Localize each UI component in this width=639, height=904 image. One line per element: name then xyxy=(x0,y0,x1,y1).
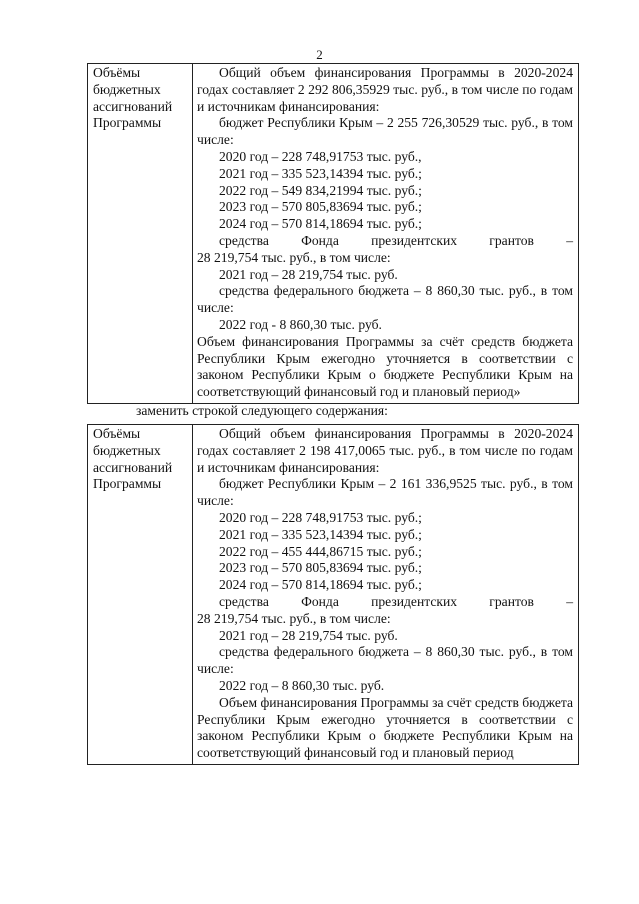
funding-intro: Общий объем финансирования Программы в 2020-2024 годах составляет 2 292 806,35929 тыс. руб., в том числе по годам и источникам финансирования: xyxy=(197,65,573,114)
row-label-line: Объёмы xyxy=(93,65,141,80)
table-row xyxy=(88,64,579,404)
grant-fund-line: средства Фонда президентских грантов – xyxy=(219,232,573,248)
federal-budget-year: 2022 год – 8 860,30 тыс. руб. xyxy=(219,677,385,693)
year-line: 2021 год – 335 523,14394 тыс. руб.; xyxy=(219,526,422,542)
year-line: 2024 год – 570 814,18694 тыс. руб.; xyxy=(219,216,422,232)
funding-table-new xyxy=(87,424,579,765)
page-number: 2 xyxy=(316,47,323,62)
row-label-line: ассигнований xyxy=(93,459,173,475)
row-content-cell xyxy=(193,64,579,404)
funding-note: Объем финансирования Программы за счёт средств бюджета Республики Крым ежегодно уточняется в соответствии с законом Республики Крым о бюджете Республики Крым на соответствующий финансовый год и плановый период xyxy=(197,694,573,761)
row-label-line: Программы xyxy=(93,476,162,492)
regional-budget-total: бюджет Республики Крым – 2 255 726,30529 тыс. руб., в том числе: xyxy=(197,115,573,148)
regional-budget-total: бюджет Республики Крым – 2 161 336,9525 тыс. руб., в том числе: xyxy=(197,476,573,509)
row-label-line: Программы xyxy=(93,115,162,131)
grant-fund-year: 2021 год – 28 219,754 тыс. руб. xyxy=(219,627,398,643)
row-content-cell xyxy=(193,425,579,765)
year-line: 2023 год – 570 805,83694 тыс. руб.; xyxy=(219,560,422,576)
funding-intro: Общий объем финансирования Программы в 2020-2024 годах составляет 2 198 417,0065 тыс. руб., в том числе по годам и источникам финансирования: xyxy=(197,426,573,475)
grant-fund-year: 2021 год – 28 219,754 тыс. руб. xyxy=(219,266,398,282)
year-line: 2024 год – 570 814,18694 тыс. руб.; xyxy=(219,577,422,593)
row-label-line: ассигнований xyxy=(93,98,173,114)
year-line: 2020 год – 228 748,91753 тыс. руб.; xyxy=(219,509,422,525)
funding-note: Объем финансирования Программы за счёт средств бюджета Республики Крым ежегодно уточняется в соответствии с законом Республики Крым о бюджете Республики Крым на соответствующий финансовый год и плановый период» xyxy=(197,333,573,400)
year-line: 2023 год – 570 805,83694 тыс. руб.; xyxy=(219,199,422,215)
row-label-line: бюджетных xyxy=(93,81,161,97)
grant-fund-total: 28 219,754 тыс. руб., в том числе: xyxy=(197,610,391,626)
row-label-line: Объёмы xyxy=(93,426,141,441)
replace-instruction: заменить строкой следующего содержания: xyxy=(136,403,388,418)
federal-budget-total: средства федерального бюджета – 8 860,30 тыс. руб., в том числе: xyxy=(197,644,573,677)
year-line: 2020 год – 228 748,91753 тыс. руб., xyxy=(219,148,422,164)
row-label-cell xyxy=(88,425,193,765)
year-line: 2022 год – 455 444,86715 тыс. руб.; xyxy=(219,543,422,559)
row-label-line: бюджетных xyxy=(93,442,161,458)
grant-fund-line: средства Фонда президентских грантов – xyxy=(219,593,573,609)
table-row xyxy=(88,425,579,765)
row-label-cell xyxy=(88,64,193,404)
grant-fund-total: 28 219,754 тыс. руб., в том числе: xyxy=(197,249,391,265)
federal-budget-year: 2022 год - 8 860,30 тыс. руб. xyxy=(219,316,382,332)
year-line: 2022 год – 549 834,21994 тыс. руб.; xyxy=(219,182,422,198)
federal-budget-total: средства федерального бюджета – 8 860,30 тыс. руб., в том числе: xyxy=(197,283,573,316)
year-line: 2021 год – 335 523,14394 тыс. руб.; xyxy=(219,165,422,181)
funding-table-old xyxy=(87,63,579,404)
